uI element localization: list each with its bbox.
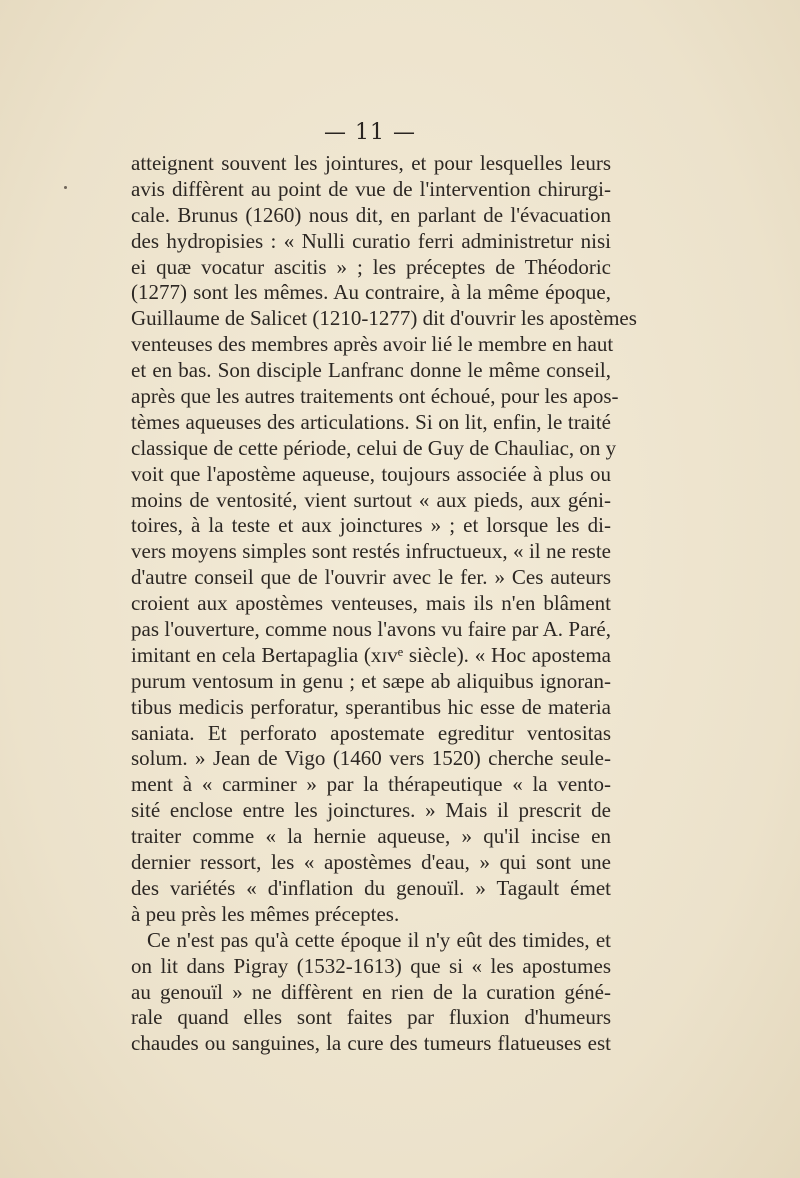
text-line: on lit dans Pigray (1532-1613) que si « les apostumes — [131, 953, 611, 978]
text-line: vers moyens simples sont restés infructueux, « il ne reste — [131, 539, 611, 564]
text-line: pas l'ouverture, comme nous l'avons vu faire par A. Paré, — [131, 617, 611, 642]
text-line: traiter comme « la hernie aqueuse, » qu'il incise en — [131, 824, 611, 849]
text-line: saniata. Et perforato apostemate egreditur ventositas — [131, 720, 611, 745]
text-line: tibus medicis perforatur, sperantibus hic esse de materia — [131, 694, 611, 719]
text-line: dernier ressort, les « apostèmes d'eau, » qui sont une — [131, 850, 611, 875]
text-line: classique de cette période, celui de Guy de Chauliac, on y — [131, 435, 617, 460]
text-line: tèmes aqueuses des articulations. Si on lit, enfin, le traité — [131, 409, 611, 434]
text-line: cale. Brunus (1260) nous dit, en parlant de l'évacuation — [131, 202, 611, 227]
text-line: après que les autres traitements ont échoué, pour les apos- — [131, 384, 619, 409]
text-line-paragraph-start: Ce n'est pas qu'à cette époque il n'y eût des timides, et — [147, 927, 611, 952]
text-line: ment à « carminer » par la thérapeutique « la vento- — [131, 772, 611, 797]
page-number: — 11 — — [324, 120, 416, 145]
text-line: avis diffèrent au point de vue de l'intervention chirurgi- — [131, 176, 611, 201]
text-line: Guillaume de Salicet (1210-1277) dit d'ouvrir les apostèmes — [131, 306, 637, 331]
text-line: (1277) sont les mêmes. Au contraire, à la même époque, — [131, 280, 611, 305]
text-line: des hydropisies : « Nulli curatio ferri administretur nisi — [131, 228, 611, 253]
text-line: venteuses des membres après avoir lié le membre en haut — [131, 332, 614, 357]
text-line: purum ventosum in genu ; et sæpe ab aliquibus ignoran- — [131, 668, 611, 693]
body-text — [131, 151, 637, 1057]
text-line: imitant en cela Bertapaglia (xɪᴠᵉ siècle). « Hoc apostema — [131, 642, 611, 667]
text-line: croient aux apostèmes venteuses, mais ils n'en blâment — [131, 591, 611, 616]
text-line: chaudes ou sanguines, la cure des tumeurs flatueuses est — [131, 1031, 611, 1056]
text-line: moins de ventosité, vient surtout « aux pieds, aux géni- — [131, 487, 611, 512]
text-line: d'autre conseil que de l'ouvrir avec le fer. » Ces auteurs — [131, 565, 611, 590]
text-line: rale quand elles sont faites par fluxion d'humeurs — [131, 1005, 611, 1030]
text-line: voit que l'apostème aqueuse, toujours associée à plus ou — [131, 461, 611, 486]
text-line: et en bas. Son disciple Lanfranc donne le même conseil, — [131, 358, 611, 383]
text-line: solum. » Jean de Vigo (1460 vers 1520) cherche seule- — [131, 746, 611, 771]
text-line: atteignent souvent les jointures, et pour lesquelles leurs — [131, 151, 611, 175]
text-line: ei quæ vocatur ascitis » ; les préceptes de Théodoric — [131, 254, 611, 279]
text-line: sité enclose entre les joinctures. » Mais il prescrit de — [131, 798, 611, 823]
text-line: au genouïl » ne diffèrent en rien de la curation géné- — [131, 979, 611, 1004]
text-line-paragraph-end: à peu près les mêmes préceptes. — [131, 901, 400, 926]
paper-speck — [64, 186, 67, 189]
text-line: des variétés « d'inflation du genouïl. » Tagault émet — [131, 875, 611, 900]
text-line: toires, à la teste et aux joinctures » ; et lorsque les di- — [131, 513, 611, 538]
